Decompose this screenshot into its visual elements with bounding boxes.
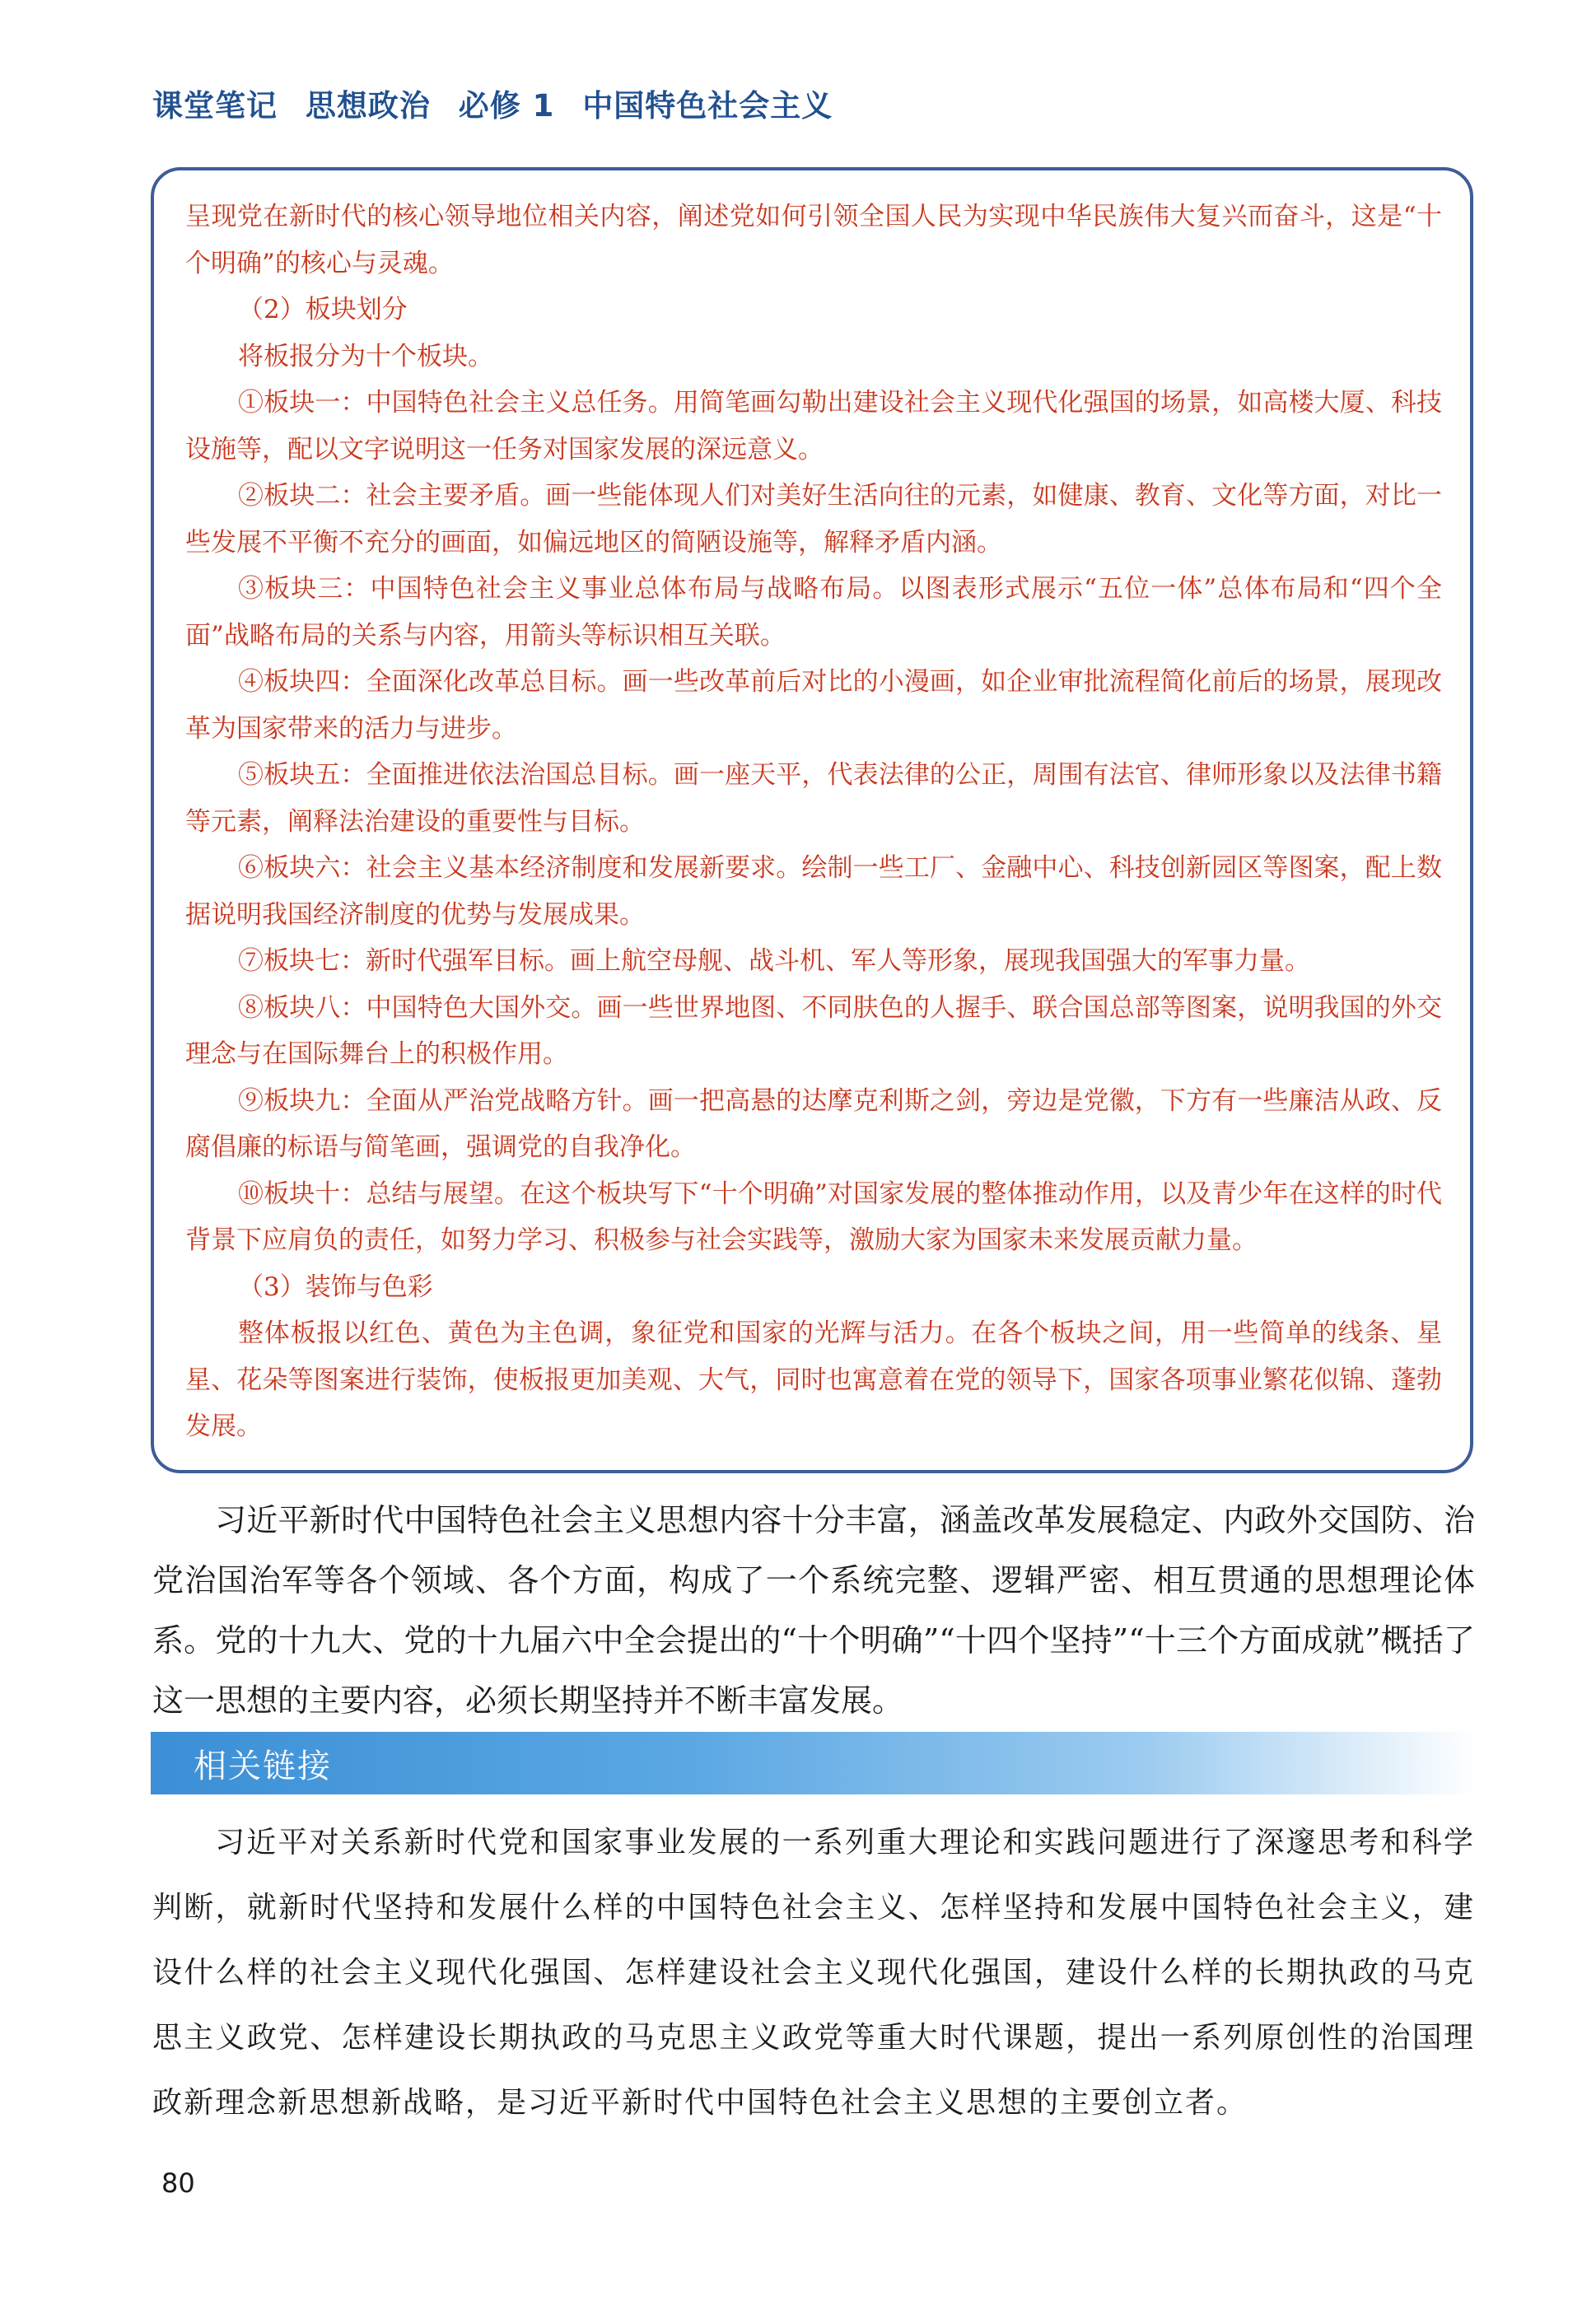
panel-item: ⑤板块五：全面推进依法治国总目标。画一座天平，代表法律的公正，周围有法官、律师形象以及法律书籍等元素，阐释法治建设的重要性与目标。 — [185, 760, 1442, 837]
related-paragraph: 习近平对关系新时代党和国家事业发展的一系列重大理论和实践问题进行了深邃思考和科学判断，就新时代坚持和发展什么样的中国特色社会主义、怎样坚持和发展中国特色社会主义，建设什么样的社会主义现代化强国、怎样建设社会主义现代化强国，建设什么样的长期执政的马克思主义政党、怎样建设长期执政的马克思主义政党等重大时代课题，提出一系列原创性的治国理政新理念新思想新战略，是习近平新时代中国特色社会主义思想的主要创立者。 — [152, 1826, 1475, 2120]
related-link-body — [152, 1810, 1475, 2135]
related-link-title: 相关链接 — [194, 1747, 332, 1785]
section2-intro: 将板报分为十个板块。 — [238, 341, 493, 371]
panel-item: ⑧板块八：中国特色大国外交。画一些世界地图、不同肤色的人握手、联合国总部等图案，说明我国的外交理念与在国际舞台上的积极作用。 — [185, 992, 1442, 1069]
panel-item: ⑦板块七：新时代强军目标。画上航空母舰、战斗机、军人等形象，展现我国强大的军事力量。 — [238, 946, 1310, 976]
header-subject: 思想政治 — [305, 88, 431, 124]
box-intro: 呈现党在新时代的核心领导地位相关内容，阐述党如何引领全国人民为实现中华民族伟大复兴而奋斗，这是“十个明确”的核心与灵魂。 — [185, 202, 1442, 278]
main-paragraph: 习近平新时代中国特色社会主义思想内容十分丰富，涵盖改革发展稳定、内政外交国防、治党治国治军等各个领域、各个方面，构成了一个系统完整、逻辑严密、相互贯通的思想理论体系。党的十九大、党的十九届六中全会提出的“十个明确”“十四个坚持”“十三个方面成就”概括了这一思想的主要内容，必须长期坚持并不断丰富发展。 — [152, 1502, 1475, 1719]
header-book: 中国特色社会主义 — [582, 88, 833, 124]
header-volume: 必修 1 — [458, 88, 555, 124]
panel-item: ③板块三：中国特色社会主义事业总体布局与战略布局。以图表形式展示“五位一体”总体布局和“四个全面”战略布局的关系与内容，用箭头等标识相互关联。 — [185, 574, 1442, 651]
panel-item: ②板块二：社会主要矛盾。画一些能体现人们对美好生活向往的元素，如健康、教育、文化等方面，对比一些发展不平衡不充分的画面，如偏远地区的简陋设施等，解释矛盾内涵。 — [185, 481, 1442, 558]
main-body — [152, 1491, 1475, 1731]
page-number: 80 — [161, 2167, 195, 2199]
related-link-bar — [151, 1732, 1477, 1794]
running-header — [152, 81, 849, 125]
answer-box — [151, 167, 1473, 1473]
section3-text: 整体板报以红色、黄色为主色调，象征党和国家的光辉与活力。在各个板块之间，用一些简单的线条、星星、花朵等图案进行装饰，使板报更加美观、大气，同时也寓意着在党的领导下，国家各项事业繁花似锦、蓬勃发展。 — [185, 1318, 1442, 1441]
panel-item: ⑥板块六：社会主义基本经济制度和发展新要求。绘制一些工厂、金融中心、科技创新园区等图案，配上数据说明我国经济制度的优势与发展成果。 — [185, 853, 1442, 930]
section3-title: （3）装饰与色彩 — [238, 1271, 433, 1302]
section2-title: （2）板块划分 — [238, 295, 408, 324]
panel-item: ①板块一：中国特色社会主义总任务。用简笔画勾勒出建设社会主义现代化强国的场景，如高楼大厦、科技设施等，配以文字说明这一任务对国家发展的深远意义。 — [185, 388, 1442, 464]
header-series: 课堂笔记 — [152, 88, 278, 124]
panel-item: ⑨板块九：全面从严治党战略方针。画一把高悬的达摩克利斯之剑，旁边是党徽，下方有一些廉洁从政、反腐倡廉的标语与简笔画，强调党的自我净化。 — [185, 1085, 1442, 1162]
panel-item: ④板块四：全面深化改革总目标。画一些改革前后对比的小漫画，如企业审批流程简化前后的场景，展现改革为国家带来的活力与进步。 — [185, 667, 1442, 744]
panel-item: ⑩板块十：总结与展望。在这个板块写下“十个明确”对国家发展的整体推动作用，以及青少年在这样的时代背景下应肩负的责任，如努力学习、积极参与社会实践等，激励大家为国家未来发展贡献力量。 — [185, 1178, 1442, 1255]
